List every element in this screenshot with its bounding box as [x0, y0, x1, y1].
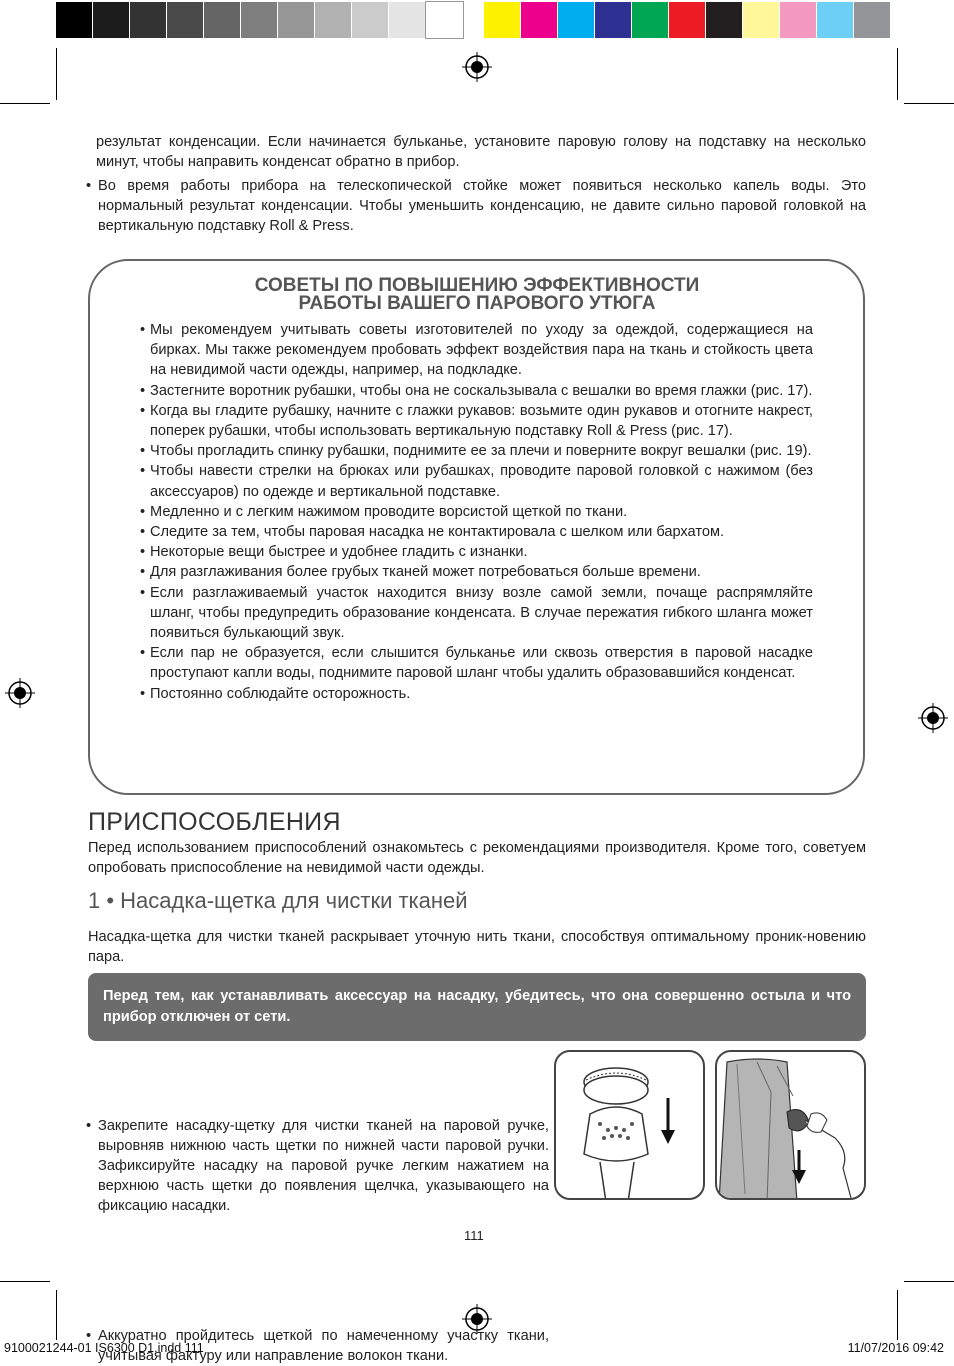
list-item: • Чтобы навести стрелки на брюках или рубашках, проводите паровой головкой с нажимом (без аксессуаров) по одежде и вертикальной подставке.: [140, 461, 813, 501]
crop-mark: [904, 103, 954, 104]
registration-mark-icon: [5, 678, 35, 708]
crop-mark: [897, 1290, 898, 1340]
list-item: • Когда вы гладите рубашку, начните с глажки рукавов: возьмите один рукавов и отогните накрест, поперек рубашки, чтобы использовать вертикальную подставку Roll & Press (рис. 17).: [140, 401, 813, 441]
color-swatch: [780, 2, 817, 38]
color-swatch: [426, 2, 463, 38]
tips-title: [120, 277, 834, 313]
warning-banner: [88, 973, 866, 1041]
color-swatch: [315, 2, 352, 38]
color-swatch: [817, 2, 854, 38]
color-swatch: [241, 2, 278, 38]
color-swatch: [167, 2, 204, 38]
list-item: • Если разглаживаемый участок находится внизу возле самой земли, почаще распрямляйте шланг, чтобы предупредить образование конденсата. В случае пережатия гибкого шланга может появиться булькающий звук.: [140, 583, 813, 644]
list-item: • Застегните воротник рубашки, чтобы она не соскальзывала с вешалки во время глажки (рис. 17).: [140, 381, 813, 401]
figure-brush-attach: [554, 1050, 705, 1200]
list-item: • Чтобы прогладить спинку рубашки, поднимите ее за плечи и поверните вокруг вешалки (рис. 19).: [140, 441, 813, 461]
intro-paragraph: результат конденсации. Если начинается бульканье, установите паровую голову на подставку на несколько минут, чтобы направить конденсат обратно в прибор.: [96, 134, 866, 171]
color-swatch: [743, 2, 780, 38]
step-item: • Закрепите насадку-щетку для чистки тканей на паровой ручке, выровняв нижнюю часть щетки по нижней части паровой ручки. Зафиксируйте насадку на паровой ручке легким нажатием на верхнюю часть щетки до появления щелчка, указывающего на фиксацию насадки.: [86, 1116, 549, 1217]
crop-mark: [904, 1281, 954, 1282]
crop-mark: [56, 48, 57, 100]
color-swatch: [130, 2, 167, 38]
brush-attach-illustration: [556, 1052, 705, 1200]
list-item: • Если пар не образуется, если слышится бульканье или сквозь отверстия в паровой насадке проступают капли воды, поднимите паровой шланг чтобы удалить образовавшийся конденсат.: [140, 643, 813, 683]
color-swatch: [389, 2, 426, 38]
registration-mark-icon: [462, 52, 492, 82]
list-item: • Мы рекомендуем учитывать советы изготовителей по уходу за одеждой, содержащиеся на бирках. Мы также рекомендуем пробовать эффект воздействия пара на ткань и стойкость цвета на невидимой части одежды, например, на подкладке.: [140, 320, 813, 381]
registration-mark-icon: [918, 703, 948, 733]
color-swatch: [669, 2, 706, 38]
crop-mark: [0, 103, 50, 104]
brush-use-illustration: [717, 1052, 866, 1200]
crop-mark: [56, 1290, 57, 1340]
color-swatch: [854, 2, 891, 38]
page-number: 111: [464, 1228, 484, 1243]
list-item: • Медленно и с легким нажимом проводите ворсистой щеткой по ткани.: [140, 502, 813, 522]
footer-file-info: 9100021244-01 IS6300 D1.indd 111: [4, 1341, 204, 1355]
figure-brush-use: [715, 1050, 866, 1200]
color-swatch: [595, 2, 632, 38]
list-item: • Постоянно соблюдайте осторожность.: [140, 684, 813, 704]
color-swatch: [706, 2, 743, 38]
color-swatch: [278, 2, 315, 38]
color-swatch: [56, 2, 93, 38]
tips-title-line1: СОВЕТЫ ПО ПОВЫШЕНИЮ ЭФФЕКТИВНОСТИ: [254, 275, 700, 296]
section-heading: ПРИСПОСОБЛЕНИЯ: [88, 808, 341, 836]
crop-mark: [0, 1281, 50, 1282]
accessories-intro: Перед использованием приспособлений ознакомьтесь с рекомендациями производителя. Кроме того, советуем опробовать приспособление на невидимой части одежды.: [88, 840, 866, 877]
tips-list: [140, 320, 813, 704]
intro-bullet: • Во время работы прибора на телескопической стойке может появиться несколько капель воды. Это нормальный результат конденсации. Чтобы уменьшить конденсацию, не давите сильно паровой головкой на вертикальную подставку Roll & Press.: [86, 176, 866, 237]
step-item: • Аккуратно пройдитесь щеткой по намеченному участку ткани, учитывая фактуру или направление волокон ткани.: [86, 1326, 549, 1366]
color-swatch: [204, 2, 241, 38]
color-swatch: [352, 2, 389, 38]
brush-description: Насадка-щетка для чистки тканей раскрывает уточную нить ткани, способствуя оптимальному проник-новению пара.: [88, 929, 866, 966]
color-swatch: [93, 2, 130, 38]
list-item: • Некоторые вещи быстрее и удобнее гладить с изнанки.: [140, 542, 813, 562]
list-item: • Следите за тем, чтобы паровая насадка не контактировала с шелком или бархатом.: [140, 522, 813, 542]
grayscale-color-bar: [56, 2, 463, 38]
color-swatch: [484, 2, 521, 38]
tips-title-line2: РАБОТЫ ВАШЕГО ПАРОВОГО УТЮГА: [298, 293, 656, 314]
color-swatch: [558, 2, 595, 38]
crop-mark: [897, 48, 898, 100]
footer-date: 11/07/2016 09:42: [847, 1341, 944, 1355]
subsection-heading: 1 • Насадка-щетка для чистки тканей: [88, 888, 468, 913]
list-item: • Для разглаживания более грубых тканей может потребоваться больше времени.: [140, 562, 813, 582]
color-swatch: [521, 2, 558, 38]
process-color-bar: [484, 2, 891, 38]
warning-text: Перед тем, как устанавливать аксессуар на насадку, убедитесь, что она совершенно остыла и что прибор отключен от сети.: [103, 988, 851, 1025]
color-swatch: [632, 2, 669, 38]
